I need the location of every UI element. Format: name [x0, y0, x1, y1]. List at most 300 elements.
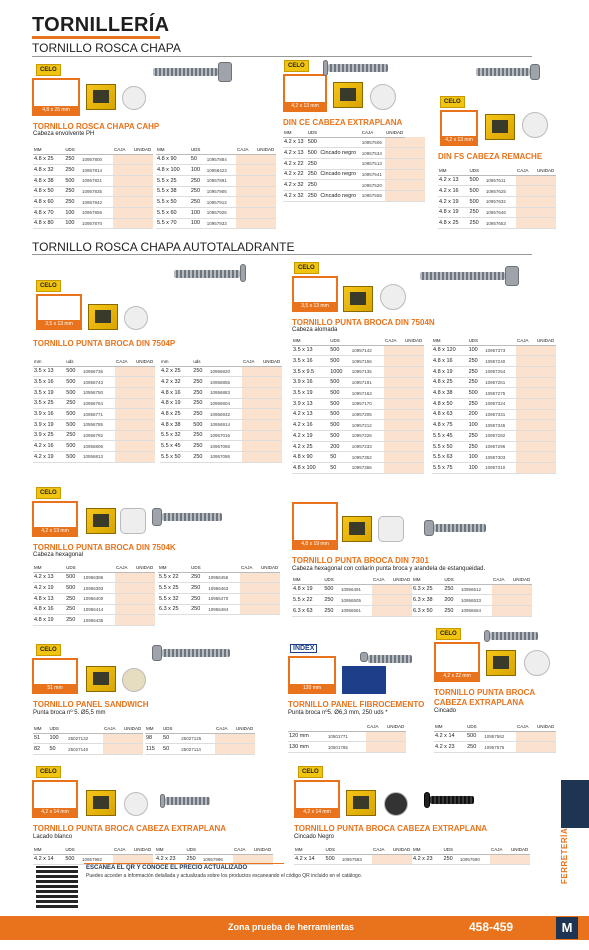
table-row [292, 463, 424, 474]
table-cell: 25027125 [180, 733, 215, 744]
product-title: TORNILLO PUNTA BROCA CABEZA EXTRAPLANA [33, 824, 227, 833]
table-row [160, 387, 282, 398]
table-cell: 10956400 [82, 593, 115, 604]
price-box [405, 148, 425, 159]
table-cell: 250 [190, 197, 206, 208]
column-header: CAJA [215, 724, 235, 733]
table-cell: 10957541 [361, 169, 385, 180]
price-box [372, 584, 392, 595]
table-cell: 4.2 x 32 [160, 377, 192, 388]
table-cell: 50 [48, 744, 67, 755]
table-cell: 10957576 [483, 742, 516, 753]
screw-head-image [122, 86, 146, 110]
price-box [115, 441, 135, 452]
table-cell: 250 [192, 398, 209, 409]
product-title: TORNILLO PUNTA BROCA DIN 7504K [33, 543, 176, 552]
index-logo: INDEX [290, 644, 317, 653]
column-header [341, 845, 372, 854]
celo-logo: CELO [36, 766, 61, 778]
table-cell: 10957163 [351, 388, 384, 399]
table-cell: 250 [186, 854, 202, 865]
price-box [516, 452, 536, 463]
table-cell: 250 [307, 158, 320, 169]
table-cell: 250 [468, 441, 485, 452]
column-header: uds [65, 357, 82, 366]
column-header: UNIDAD [536, 722, 556, 731]
table-header-row [432, 336, 556, 345]
screw-shaft [162, 513, 222, 521]
column-header: UDS [468, 336, 485, 345]
table-cell: 4.8 x 19 [432, 366, 468, 377]
product-box-image [342, 666, 386, 694]
product-desc: Lacado blanco [33, 834, 73, 840]
column-header: UDS [329, 336, 351, 345]
table-cell: 10956743 [82, 377, 115, 388]
table-cell: 100 [468, 345, 485, 356]
table-cell: 4.8 x 100 [292, 463, 329, 474]
column-header: UNIDAD [133, 145, 153, 154]
column-header: MM [292, 575, 323, 584]
column-header: UNIDAD [385, 128, 405, 137]
table-cell: 3.5 x 25 [33, 398, 65, 409]
table-row [33, 593, 155, 604]
table-row [33, 398, 155, 409]
price-box [103, 733, 123, 744]
divider [84, 863, 284, 864]
price-box [384, 388, 404, 399]
price-box [113, 154, 133, 165]
table-cell: 500 [468, 388, 485, 399]
table-cell: 6.3 x 25 [412, 584, 443, 595]
table-row [292, 366, 424, 377]
table-cell: 100 [468, 452, 485, 463]
column-header [327, 722, 366, 731]
price-box [242, 430, 262, 441]
table-cell: 500 [329, 398, 351, 409]
table-row [412, 854, 530, 865]
table-header-row [33, 357, 155, 366]
screw-head-image [524, 650, 550, 676]
table-cell: 500 [65, 409, 82, 420]
table-cell [319, 137, 360, 148]
table-cell: 5.5 x 50 [160, 452, 192, 463]
price-box [510, 854, 530, 865]
price-box [384, 431, 404, 442]
screw-shaft [328, 64, 388, 72]
table-cell: 10957233 [351, 441, 384, 452]
table-row [158, 593, 280, 604]
table-cell: 4.2 x 22 [283, 169, 307, 180]
table-cell: 4.2 x 23 [434, 742, 466, 753]
column-header: UDS [65, 563, 82, 572]
price-box [256, 207, 276, 218]
table-row [33, 377, 155, 388]
price-box [242, 377, 262, 388]
price-box [113, 218, 133, 229]
column-header: MM [33, 145, 64, 154]
table-row [156, 186, 276, 197]
table-cell: 1000 [329, 366, 351, 377]
table-cell: 250 [323, 605, 340, 616]
size-tag: 4,2 x 13 mm [442, 136, 476, 144]
column-header: UNIDAD [135, 563, 155, 572]
table-cell: 4.8 x 13 [33, 593, 65, 604]
column-header [459, 845, 490, 854]
table-cell: 10956470 [207, 593, 240, 604]
table-cell: 82 [33, 744, 48, 755]
table-cell: 250 [190, 604, 207, 615]
table-cell: 4.2 x 16 [438, 186, 469, 197]
price-box [262, 409, 282, 420]
column-header: mm [160, 357, 192, 366]
screw-shaft [174, 270, 240, 278]
column-header: MM [33, 845, 64, 854]
column-header: MM [145, 724, 162, 733]
screw-image [505, 266, 519, 286]
table-cell: 3.5 x 16 [33, 377, 65, 388]
table-cell: 3.5 x 9.5 [292, 366, 329, 377]
column-header: UNIDAD [260, 563, 280, 572]
table-cell: Cincado negro [319, 190, 360, 201]
brand-logo: M [556, 917, 578, 939]
price-box [262, 452, 282, 463]
screw-shaft [368, 655, 412, 663]
column-header: CAJA [361, 128, 385, 137]
table-header-row [33, 145, 153, 154]
table-row [156, 175, 276, 186]
price-box [384, 452, 404, 463]
price-box [135, 593, 155, 604]
column-header: MM [155, 845, 186, 854]
table-cell: 10956435 [82, 615, 115, 626]
screw-image [424, 520, 434, 536]
product-box-image [86, 666, 116, 692]
table-cell: 500 [65, 366, 82, 377]
page-title: TORNILLERÍA [32, 14, 170, 36]
table-cell: 250 [468, 377, 485, 388]
table-cell: 4.2 x 16 [33, 441, 65, 452]
price-box [366, 731, 386, 742]
price-box [236, 207, 256, 218]
table-row [283, 148, 425, 159]
celo-logo: CELO [440, 96, 465, 108]
table-cell: 10957632 [485, 196, 516, 207]
table-cell: 6.3 x 50 [412, 605, 443, 616]
table-row [33, 615, 155, 626]
price-box [536, 441, 556, 452]
product-desc: Cabeza hexagonal [33, 552, 84, 558]
table-row [33, 175, 153, 186]
table-cell: 10956736 [82, 366, 115, 377]
size-frame [32, 501, 78, 537]
column-header: CAJA [384, 336, 404, 345]
price-box [115, 398, 135, 409]
table-cell: 500 [65, 452, 82, 463]
price-box [135, 441, 155, 452]
price-box [133, 165, 153, 176]
table-row [412, 584, 532, 595]
table-row [33, 366, 155, 377]
price-box [536, 431, 556, 442]
price-box [236, 218, 256, 229]
table-cell: 250 [65, 604, 82, 615]
spec-table [438, 166, 556, 229]
table-cell: 4.8 x 25 [432, 377, 468, 388]
price-box [372, 605, 392, 616]
table-cell: 3.5 x 19 [33, 387, 65, 398]
table-cell: 4.8 x 80 [33, 218, 64, 229]
table-cell: 5.5 x 25 [158, 583, 190, 594]
spec-table [158, 563, 280, 615]
table-row [432, 356, 556, 367]
table-cell: 10956764 [82, 398, 115, 409]
price-box [386, 731, 406, 742]
table-cell: 250 [64, 197, 81, 208]
table-cell: 250 [65, 430, 82, 441]
table-cell: 250 [443, 854, 459, 865]
table-cell: 10956750 [82, 387, 115, 398]
price-box [536, 207, 556, 218]
price-box [135, 615, 155, 626]
table-cell: 4.8 x 38 [432, 388, 468, 399]
table-cell: 500 [469, 186, 485, 197]
price-box [135, 366, 155, 377]
price-box [386, 742, 406, 753]
table-row [283, 169, 425, 180]
price-box [113, 165, 133, 176]
product-title: TORNILLO PUNTA BROCA DIN 7504P [33, 339, 176, 348]
table-row [438, 196, 556, 207]
table-cell: 10957205 [351, 409, 384, 420]
table-row [283, 180, 425, 191]
table-row [432, 431, 556, 442]
divider [32, 254, 532, 255]
screw-shaft [430, 796, 474, 804]
table-cell: 10957814 [81, 165, 113, 176]
table-cell: 50 [190, 154, 206, 165]
size-frame [288, 656, 336, 694]
table-cell: 500 [65, 419, 82, 430]
table-cell: 25027132 [67, 733, 103, 744]
table-cell: 5.5 x 22 [292, 595, 323, 606]
price-box [384, 441, 404, 452]
table-cell: 10957345 [484, 420, 516, 431]
price-box [404, 366, 424, 377]
table-cell: 10956820 [209, 366, 242, 377]
table-cell: 4.2 x 32 [283, 180, 307, 191]
table-row [158, 572, 280, 583]
column-header: CAJA [372, 575, 392, 584]
table-cell: 10957240 [484, 356, 516, 367]
price-box [260, 583, 280, 594]
price-box [404, 431, 424, 442]
table-header-row [412, 575, 532, 584]
price-box [516, 463, 536, 474]
price-box [240, 604, 260, 615]
qr-code-icon[interactable] [36, 866, 78, 908]
price-box [256, 154, 276, 165]
column-header [206, 145, 236, 154]
price-box [512, 595, 532, 606]
table-row [33, 733, 143, 744]
table-cell: 4.2 x 23 [412, 854, 443, 865]
price-box [262, 441, 282, 452]
table-cell: 10957226 [351, 431, 384, 442]
column-header [81, 145, 113, 154]
screw-head-image [124, 306, 148, 330]
table-cell: 10956771 [82, 409, 115, 420]
table-cell: 100 [190, 207, 206, 218]
table-cell: 5.5 x 60 [156, 207, 190, 218]
price-box [405, 169, 425, 180]
table-cell: 250 [190, 572, 207, 583]
product-desc: Cincado [434, 708, 457, 714]
price-box [215, 744, 235, 755]
table-cell: 5.5 x 50 [156, 197, 190, 208]
table-row [432, 441, 556, 452]
table-row [288, 742, 406, 753]
price-box [384, 420, 404, 431]
table-cell: 100 [64, 218, 81, 229]
table-cell: 10956554 [460, 605, 492, 616]
column-header: CAJA [516, 166, 536, 175]
table-cell: 4.2 x 22 [283, 158, 307, 169]
table-cell [319, 158, 360, 169]
price-box [404, 345, 424, 356]
price-box [385, 148, 405, 159]
column-header [207, 563, 240, 572]
table-cell: 3.5 x 13 [33, 366, 65, 377]
table-header-row [33, 563, 155, 572]
price-box [385, 190, 405, 201]
table-cell: 10957926 [206, 207, 236, 218]
price-box [242, 441, 262, 452]
section-title-rosca-chapa: TORNILLO ROSCA CHAPA [32, 41, 181, 55]
price-box [115, 387, 135, 398]
table-cell: 4.8 x 25 [33, 154, 64, 165]
spec-table [33, 357, 155, 463]
price-box [404, 398, 424, 409]
table-cell: 250 [65, 615, 82, 626]
price-box [135, 387, 155, 398]
product-desc: Punta broca nº 5. Ø5,5 mm [33, 710, 106, 716]
table-cell: 200 [468, 409, 485, 420]
table-cell: 4.2 x 25 [160, 366, 192, 377]
price-box [516, 388, 536, 399]
price-box [536, 218, 556, 229]
table-cell: 4.2 x 13 [283, 148, 307, 159]
table-row [33, 409, 155, 420]
column-header: CAJA [115, 563, 135, 572]
price-box [240, 593, 260, 604]
table-cell: 4.8 x 63 [432, 409, 468, 420]
table-row [292, 388, 424, 399]
table-row [432, 388, 556, 399]
table-cell: 4.8 x 90 [292, 452, 329, 463]
column-header: CAJA [516, 722, 536, 731]
price-box [135, 398, 155, 409]
column-header [351, 336, 384, 345]
table-cell: 200 [443, 595, 460, 606]
spec-table [33, 724, 143, 755]
table-cell: 10956785 [82, 419, 115, 430]
price-box [385, 158, 405, 169]
table-cell: 250 [192, 441, 209, 452]
table-cell: 4.2 x 23 [155, 854, 186, 865]
table-cell: 10956386 [82, 572, 115, 583]
screw-shaft [165, 797, 210, 805]
table-cell: 10957324 [484, 398, 516, 409]
price-box [103, 744, 123, 755]
price-box [516, 345, 536, 356]
table-row [160, 441, 282, 452]
price-box [240, 572, 260, 583]
column-header: CAJA [113, 845, 133, 854]
price-box [115, 377, 135, 388]
price-box [113, 207, 133, 218]
table-header-row [292, 575, 412, 584]
price-box [115, 604, 135, 615]
price-box [536, 420, 556, 431]
price-box [490, 854, 510, 865]
column-header: UDS [64, 145, 81, 154]
column-header: UDS [186, 845, 202, 854]
table-cell: 10957821 [81, 175, 113, 186]
size-frame [32, 658, 78, 694]
table-cell: 10957800 [81, 154, 113, 165]
price-box [492, 605, 512, 616]
price-box [115, 572, 135, 583]
product-desc: Cabeza alomada [292, 327, 338, 333]
price-box [385, 180, 405, 191]
price-box [384, 366, 404, 377]
table-cell: 250 [65, 398, 82, 409]
table-cell: 10957086 [209, 452, 242, 463]
screw-shaft [420, 272, 505, 280]
celo-logo: CELO [36, 644, 61, 656]
table-cell: 10956813 [82, 452, 115, 463]
table-row [292, 595, 412, 606]
table-row [33, 419, 155, 430]
table-cell: 4.2 x 13 [438, 175, 469, 186]
price-box [536, 186, 556, 197]
price-box [536, 356, 556, 367]
column-header: UDS [469, 166, 485, 175]
price-box [385, 169, 405, 180]
price-box [404, 388, 424, 399]
table-header-row [434, 722, 556, 731]
table-cell: 10957373 [484, 345, 516, 356]
table-cell: Cincado negro [319, 169, 360, 180]
table-cell: 10957212 [351, 420, 384, 431]
table-cell: 250 [190, 175, 206, 186]
table-cell: 500 [329, 409, 351, 420]
table-cell: 5.5 x 50 [432, 441, 468, 452]
column-header: CAJA [233, 845, 253, 854]
table-cell: 500 [325, 854, 341, 865]
table-cell: 500 [329, 345, 351, 356]
table-cell: 500 [329, 356, 351, 367]
price-box [492, 595, 512, 606]
table-cell: 250 [192, 387, 209, 398]
table-row [156, 207, 276, 218]
table-cell: 25027140 [67, 744, 103, 755]
column-header: UDS [48, 724, 67, 733]
table-cell: 250 [190, 593, 207, 604]
table-row [160, 366, 282, 377]
price-box [235, 733, 255, 744]
column-header [81, 845, 113, 854]
